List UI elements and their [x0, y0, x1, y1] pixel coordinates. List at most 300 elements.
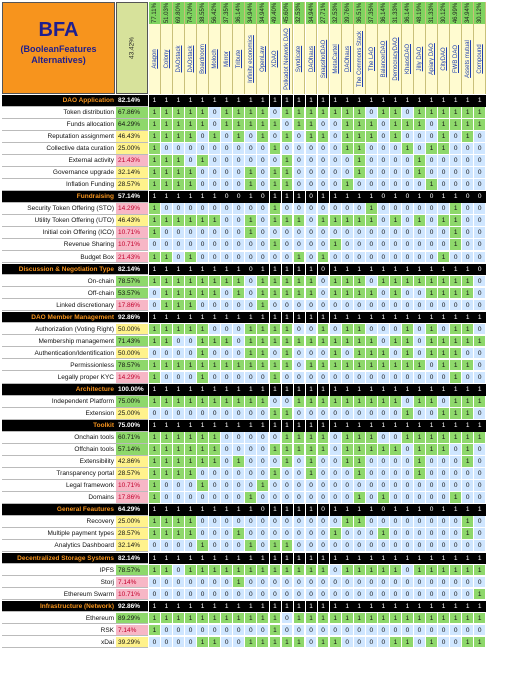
matrix-cell: 0	[233, 480, 245, 492]
platform-name-text[interactable]: Syndicate	[296, 45, 303, 73]
category-row	[2, 601, 508, 613]
matrix-cell: 0	[378, 203, 390, 215]
platform-name-text[interactable]: Compound	[477, 44, 484, 74]
matrix-cell: 1	[245, 167, 257, 179]
platform-percentage	[257, 2, 269, 24]
matrix-cell: 0	[474, 360, 486, 372]
matrix-cell: 1	[354, 613, 366, 625]
matrix-cell: 1	[306, 107, 318, 119]
matrix-cell: 1	[233, 288, 245, 300]
platform-name-link[interactable]	[209, 24, 221, 94]
platform-name-link[interactable]	[414, 24, 426, 94]
matrix-cell: 1	[161, 288, 173, 300]
matrix-cell: 1	[426, 348, 438, 360]
matrix-cell: 0	[209, 348, 221, 360]
matrix-cell: 0	[173, 589, 185, 601]
matrix-cell: 0	[245, 589, 257, 601]
matrix-cell: 1	[402, 384, 414, 396]
platform-name-text[interactable]: The Commons Stack	[356, 30, 363, 88]
platform-name-text[interactable]: DAOstack	[175, 45, 182, 73]
platform-name-link[interactable]	[402, 24, 414, 94]
matrix-cell: 1	[390, 95, 402, 107]
matrix-cell: 1	[270, 601, 282, 613]
matrix-cell: 1	[173, 300, 185, 312]
matrix-cell: 1	[173, 155, 185, 167]
matrix-cell: 0	[221, 432, 233, 444]
matrix-cell: 1	[438, 119, 450, 131]
platform-name-text[interactable]: Infinity economics	[248, 35, 255, 83]
matrix-cell: 0	[474, 625, 486, 637]
matrix-cell: 1	[306, 336, 318, 348]
matrix-cell: 1	[318, 384, 330, 396]
matrix-cell: 1	[462, 336, 474, 348]
feature-label: External activity	[2, 155, 116, 167]
matrix-cell: 0	[257, 227, 269, 239]
platform-name-text[interactable]: DemocracyDAO	[392, 37, 399, 81]
matrix-cell: 1	[185, 107, 197, 119]
matrix-cell: 1	[390, 396, 402, 408]
feature-percentage: 25.00%	[116, 143, 148, 155]
platform-name-link[interactable]	[257, 24, 269, 94]
category-label: Infrastructure (Network)	[2, 601, 116, 613]
platform-percentage	[378, 2, 390, 24]
matrix-cell: 0	[318, 300, 330, 312]
matrix-cell: 1	[330, 384, 342, 396]
platform-name-link[interactable]	[342, 24, 354, 94]
matrix-cell: 0	[378, 179, 390, 191]
feature-label: Domains	[2, 492, 116, 504]
platform-name-link[interactable]	[354, 24, 366, 94]
category-label: Fundraising	[2, 191, 116, 203]
matrix-cell: 1	[474, 384, 486, 396]
matrix-cell: 0	[438, 528, 450, 540]
matrix-cell: 1	[438, 288, 450, 300]
matrix-cell: 1	[330, 191, 342, 203]
matrix-cell: 0	[330, 179, 342, 191]
feature-label: Initial coin Offering (ICO)	[2, 227, 116, 239]
matrix-cell: 0	[354, 203, 366, 215]
matrix-cell: 1	[270, 203, 282, 215]
matrix-cell: 0	[209, 155, 221, 167]
matrix-cell: 1	[426, 336, 438, 348]
platform-name-link[interactable]	[318, 24, 330, 94]
matrix-cell: 1	[197, 348, 209, 360]
matrix-cell: 0	[209, 408, 221, 420]
platform-name-link[interactable]	[426, 24, 438, 94]
matrix-cell: 1	[366, 288, 378, 300]
matrix-cell: 1	[462, 360, 474, 372]
matrix-cell: 1	[245, 324, 257, 336]
feature-percentage: 71.43%	[116, 336, 148, 348]
matrix-cell: 1	[438, 360, 450, 372]
platform-name-text[interactable]: Assets mutual	[465, 40, 472, 78]
matrix-cell: 1	[462, 420, 474, 432]
platform-percentage-text: 34.94%	[248, 2, 255, 24]
matrix-cell: 0	[306, 408, 318, 420]
matrix-cell: 0	[426, 191, 438, 203]
matrix-cell: 0	[185, 239, 197, 251]
matrix-cell: 0	[342, 589, 354, 601]
matrix-cell: 1	[354, 360, 366, 372]
platform-name-link[interactable]	[161, 24, 173, 94]
matrix-cell: 1	[221, 95, 233, 107]
matrix-cell: 1	[245, 348, 257, 360]
platform-name-text[interactable]: DAOhaus	[344, 45, 351, 73]
matrix-cell: 1	[342, 601, 354, 613]
matrix-cell: 0	[474, 456, 486, 468]
matrix-cell: 1	[282, 191, 294, 203]
matrix-cell: 0	[209, 107, 221, 119]
feature-row	[2, 408, 508, 420]
matrix-cell: 0	[426, 155, 438, 167]
platform-name-text[interactable]: Boardroom	[200, 44, 207, 74]
feature-row	[2, 396, 508, 408]
matrix-cell: 1	[402, 637, 414, 649]
matrix-cell: 0	[173, 372, 185, 384]
platform-percentage	[414, 2, 426, 24]
platform-name-link[interactable]	[173, 24, 185, 94]
matrix-cell: 1	[450, 119, 462, 131]
matrix-cell: 0	[438, 324, 450, 336]
platform-name-text[interactable]: Moloch	[212, 49, 219, 69]
platform-name-link[interactable]	[306, 24, 318, 94]
platform-name-link[interactable]	[378, 24, 390, 94]
platform-name-text[interactable]: Colony	[163, 49, 170, 69]
matrix-cell: 0	[318, 372, 330, 384]
matrix-cell: 1	[185, 215, 197, 227]
matrix-cell: 0	[221, 456, 233, 468]
matrix-cell: 1	[330, 107, 342, 119]
matrix-cell: 1	[294, 432, 306, 444]
matrix-cell: 0	[366, 276, 378, 288]
matrix-cell: 0	[245, 300, 257, 312]
matrix-cell: 1	[426, 565, 438, 577]
matrix-cell: 1	[450, 396, 462, 408]
category-label: Architecture	[2, 384, 116, 396]
matrix-cell: 0	[414, 372, 426, 384]
matrix-cell: 1	[173, 601, 185, 613]
matrix-cell: 1	[378, 553, 390, 565]
matrix-cell: 1	[161, 468, 173, 480]
matrix-cell: 1	[354, 516, 366, 528]
feature-row	[2, 492, 508, 504]
matrix-cell: 0	[414, 336, 426, 348]
matrix-cell: 1	[161, 300, 173, 312]
matrix-cell: 0	[306, 625, 318, 637]
matrix-cell: 1	[173, 95, 185, 107]
matrix-cell: 1	[462, 637, 474, 649]
matrix-cell: 1	[414, 565, 426, 577]
matrix-cell: 1	[306, 288, 318, 300]
matrix-cell: 1	[474, 312, 486, 324]
platform-name-text[interactable]: The LAO	[368, 46, 375, 72]
platform-name-link[interactable]	[294, 24, 306, 94]
platform-name-link[interactable]	[438, 24, 450, 94]
feature-percentage: 64.29%	[116, 119, 148, 131]
matrix-cell: 0	[474, 143, 486, 155]
matrix-cell: 1	[342, 384, 354, 396]
platform-name-link[interactable]	[474, 24, 486, 94]
matrix-cell: 1	[173, 119, 185, 131]
matrix-cell: 0	[474, 239, 486, 251]
matrix-cell: 0	[221, 372, 233, 384]
matrix-cell: 1	[390, 312, 402, 324]
matrix-cell: 1	[354, 565, 366, 577]
matrix-cell: 0	[450, 252, 462, 264]
matrix-cell: 0	[245, 276, 257, 288]
matrix-cell: 0	[294, 577, 306, 589]
platform-name-text[interactable]: BalancerDAO	[380, 40, 387, 78]
platform-percentage	[342, 2, 354, 24]
matrix-cell: 0	[414, 203, 426, 215]
matrix-cell: 0	[330, 444, 342, 456]
matrix-cell: 0	[270, 348, 282, 360]
matrix-cell: 1	[294, 288, 306, 300]
platform-name-link[interactable]	[149, 24, 161, 94]
matrix-cell: 1	[426, 276, 438, 288]
matrix-cell: 0	[342, 227, 354, 239]
platform-name-text[interactable]: Tribute	[236, 49, 243, 69]
platform-percentage	[366, 2, 378, 24]
matrix-cell: 1	[282, 540, 294, 552]
matrix-cell: 0	[330, 131, 342, 143]
matrix-cell: 0	[197, 131, 209, 143]
matrix-cell: 1	[173, 613, 185, 625]
matrix-cell: 1	[402, 420, 414, 432]
matrix-cell: 1	[282, 288, 294, 300]
feature-percentage: 57.14%	[116, 191, 148, 203]
matrix-cell: 1	[450, 288, 462, 300]
matrix-cell: 1	[366, 553, 378, 565]
platform-name-link[interactable]	[221, 24, 233, 94]
matrix-cell: 1	[462, 504, 474, 516]
matrix-cell: 1	[161, 444, 173, 456]
matrix-cell: 0	[414, 239, 426, 251]
matrix-cell: 1	[438, 215, 450, 227]
matrix-cell: 1	[342, 288, 354, 300]
matrix-cell: 1	[342, 456, 354, 468]
feature-percentage: 10.71%	[116, 480, 148, 492]
matrix-cell: 1	[414, 155, 426, 167]
matrix-cell: 0	[173, 408, 185, 420]
platform-name-text[interactable]: OpenLaw	[260, 46, 267, 72]
platform-name-text[interactable]: DAOstack	[188, 45, 195, 73]
feature-percentage: 60.71%	[116, 432, 148, 444]
platform-percentage-text: 37.35%	[224, 2, 231, 24]
matrix-cell: 1	[450, 264, 462, 276]
platform-name-link[interactable]	[390, 24, 402, 94]
matrix-cell: 1	[390, 276, 402, 288]
matrix-cell: 1	[318, 613, 330, 625]
feature-percentage: 64.29%	[116, 504, 148, 516]
matrix-cell: 0	[354, 372, 366, 384]
matrix-cell: 0	[402, 107, 414, 119]
matrix-cell: 1	[426, 179, 438, 191]
matrix-cell: 0	[426, 131, 438, 143]
feature-row	[2, 203, 508, 215]
matrix-cell: 1	[402, 601, 414, 613]
matrix-cell: 1	[270, 264, 282, 276]
platform-name-link[interactable]	[245, 24, 257, 94]
matrix-cell: 1	[149, 95, 161, 107]
platform-name-link[interactable]	[282, 24, 294, 94]
matrix-cell: 1	[414, 119, 426, 131]
platform-name-text[interactable]: Jilly DAO	[416, 46, 423, 72]
matrix-cell: 0	[233, 348, 245, 360]
matrix-cell: 1	[378, 420, 390, 432]
platform-percentage	[462, 2, 474, 24]
matrix-cell: 1	[161, 396, 173, 408]
matrix-cell: 0	[209, 589, 221, 601]
matrix-cell: 0	[233, 227, 245, 239]
overall-percentage	[116, 2, 148, 94]
platform-name-text[interactable]: Aragon	[151, 49, 158, 69]
platform-name-link[interactable]	[233, 24, 245, 94]
matrix-cell: 0	[221, 324, 233, 336]
feature-percentage: 50.00%	[116, 348, 148, 360]
matrix-cell: 1	[149, 553, 161, 565]
matrix-cell: 1	[306, 613, 318, 625]
matrix-cell: 1	[257, 565, 269, 577]
platform-name-text[interactable]: Apiary DAO	[429, 43, 436, 75]
platform-name-text[interactable]: CityDAO	[441, 47, 448, 71]
matrix-cell: 1	[209, 565, 221, 577]
platform-name-link[interactable]	[185, 24, 197, 94]
matrix-cell: 0	[390, 516, 402, 528]
platform-name-text[interactable]: SnapshotDAO	[320, 39, 327, 79]
matrix-cell: 1	[342, 191, 354, 203]
matrix-cell: 1	[173, 264, 185, 276]
feature-percentage: 46.43%	[116, 131, 148, 143]
platform-name-text[interactable]: Mirror	[224, 51, 231, 67]
matrix-cell: 0	[197, 625, 209, 637]
matrix-cell: 1	[342, 95, 354, 107]
matrix-cell: 1	[330, 288, 342, 300]
matrix-cell: 0	[426, 589, 438, 601]
matrix-cell: 1	[149, 119, 161, 131]
matrix-cell: 0	[294, 528, 306, 540]
matrix-cell: 0	[402, 167, 414, 179]
platform-name-text[interactable]: XDAO	[272, 50, 279, 68]
matrix-cell: 1	[257, 637, 269, 649]
matrix-cell: 1	[342, 565, 354, 577]
matrix-cell: 1	[306, 131, 318, 143]
matrix-cell: 1	[173, 420, 185, 432]
category-row	[2, 191, 508, 203]
matrix-cell: 1	[173, 191, 185, 203]
feature-label: Ethereum	[2, 613, 116, 625]
matrix-cell: 0	[450, 179, 462, 191]
matrix-cell: 1	[354, 131, 366, 143]
matrix-cell: 1	[209, 191, 221, 203]
feature-row	[2, 288, 508, 300]
platform-percentage	[233, 2, 245, 24]
matrix-cell: 1	[149, 396, 161, 408]
matrix-cell: 1	[282, 504, 294, 516]
matrix-cell: 0	[378, 504, 390, 516]
matrix-cell: 1	[282, 131, 294, 143]
matrix-cell: 1	[270, 312, 282, 324]
platform-column-header	[318, 2, 330, 94]
matrix-cell: 1	[257, 384, 269, 396]
matrix-cell: 0	[306, 372, 318, 384]
matrix-cell: 0	[257, 577, 269, 589]
matrix-cell: 1	[438, 420, 450, 432]
matrix-cell: 1	[378, 613, 390, 625]
matrix-cell: 1	[245, 119, 257, 131]
platform-name-text[interactable]: MetaCartel	[332, 44, 339, 74]
matrix-cell: 0	[318, 625, 330, 637]
matrix-cell: 1	[450, 348, 462, 360]
overall-percentage-text: 43.42%	[128, 36, 136, 60]
platform-name-link[interactable]	[450, 24, 462, 94]
matrix-cell: 0	[414, 324, 426, 336]
matrix-cell: 1	[402, 119, 414, 131]
platform-name-link[interactable]	[197, 24, 209, 94]
matrix-cell: 1	[173, 276, 185, 288]
matrix-cell: 0	[318, 540, 330, 552]
platform-name-link[interactable]	[366, 24, 378, 94]
matrix-cell: 0	[209, 300, 221, 312]
matrix-cell: 1	[282, 637, 294, 649]
platform-name-link[interactable]	[270, 24, 282, 94]
matrix-cell: 0	[245, 444, 257, 456]
matrix-cell: 0	[257, 191, 269, 203]
matrix-cell: 1	[270, 565, 282, 577]
matrix-cell: 1	[173, 444, 185, 456]
matrix-cell: 0	[185, 408, 197, 420]
matrix-cell: 0	[233, 625, 245, 637]
matrix-cell: 1	[414, 167, 426, 179]
sheet-subtitle: (BooleanFeatures Alternatives)	[20, 44, 97, 65]
matrix-cell: 0	[233, 155, 245, 167]
matrix-cell: 0	[197, 468, 209, 480]
matrix-cell: 1	[161, 565, 173, 577]
matrix-cell: 1	[149, 203, 161, 215]
matrix-cell: 0	[161, 143, 173, 155]
matrix-cell: 1	[450, 239, 462, 251]
matrix-cell: 1	[342, 613, 354, 625]
platform-name-text[interactable]: FWB DAO	[453, 45, 460, 73]
matrix-cell: 0	[402, 589, 414, 601]
platform-name-text[interactable]: KhaosDAO	[404, 43, 411, 75]
matrix-cell: 0	[233, 589, 245, 601]
matrix-cell: 1	[185, 179, 197, 191]
platform-name-link[interactable]	[330, 24, 342, 94]
matrix-cell: 0	[221, 143, 233, 155]
matrix-cell: 0	[366, 408, 378, 420]
platform-name-text[interactable]: DAOhaus	[308, 45, 315, 73]
matrix-cell: 0	[378, 589, 390, 601]
matrix-cell: 0	[197, 252, 209, 264]
category-row	[2, 312, 508, 324]
platform-name-text[interactable]: Polkadot Network DAO	[284, 28, 291, 90]
matrix-cell: 0	[366, 300, 378, 312]
feature-label: Permissionless	[2, 360, 116, 372]
matrix-cell: 0	[402, 215, 414, 227]
matrix-cell: 1	[342, 504, 354, 516]
matrix-cell: 1	[161, 167, 173, 179]
matrix-cell: 0	[426, 203, 438, 215]
feature-label: Extension	[2, 408, 116, 420]
matrix-cell: 0	[233, 492, 245, 504]
platform-name-link[interactable]	[462, 24, 474, 94]
matrix-cell: 1	[233, 384, 245, 396]
feature-label: IPFS	[2, 565, 116, 577]
matrix-cell: 0	[294, 348, 306, 360]
matrix-cell: 1	[282, 179, 294, 191]
matrix-cell: 0	[185, 143, 197, 155]
